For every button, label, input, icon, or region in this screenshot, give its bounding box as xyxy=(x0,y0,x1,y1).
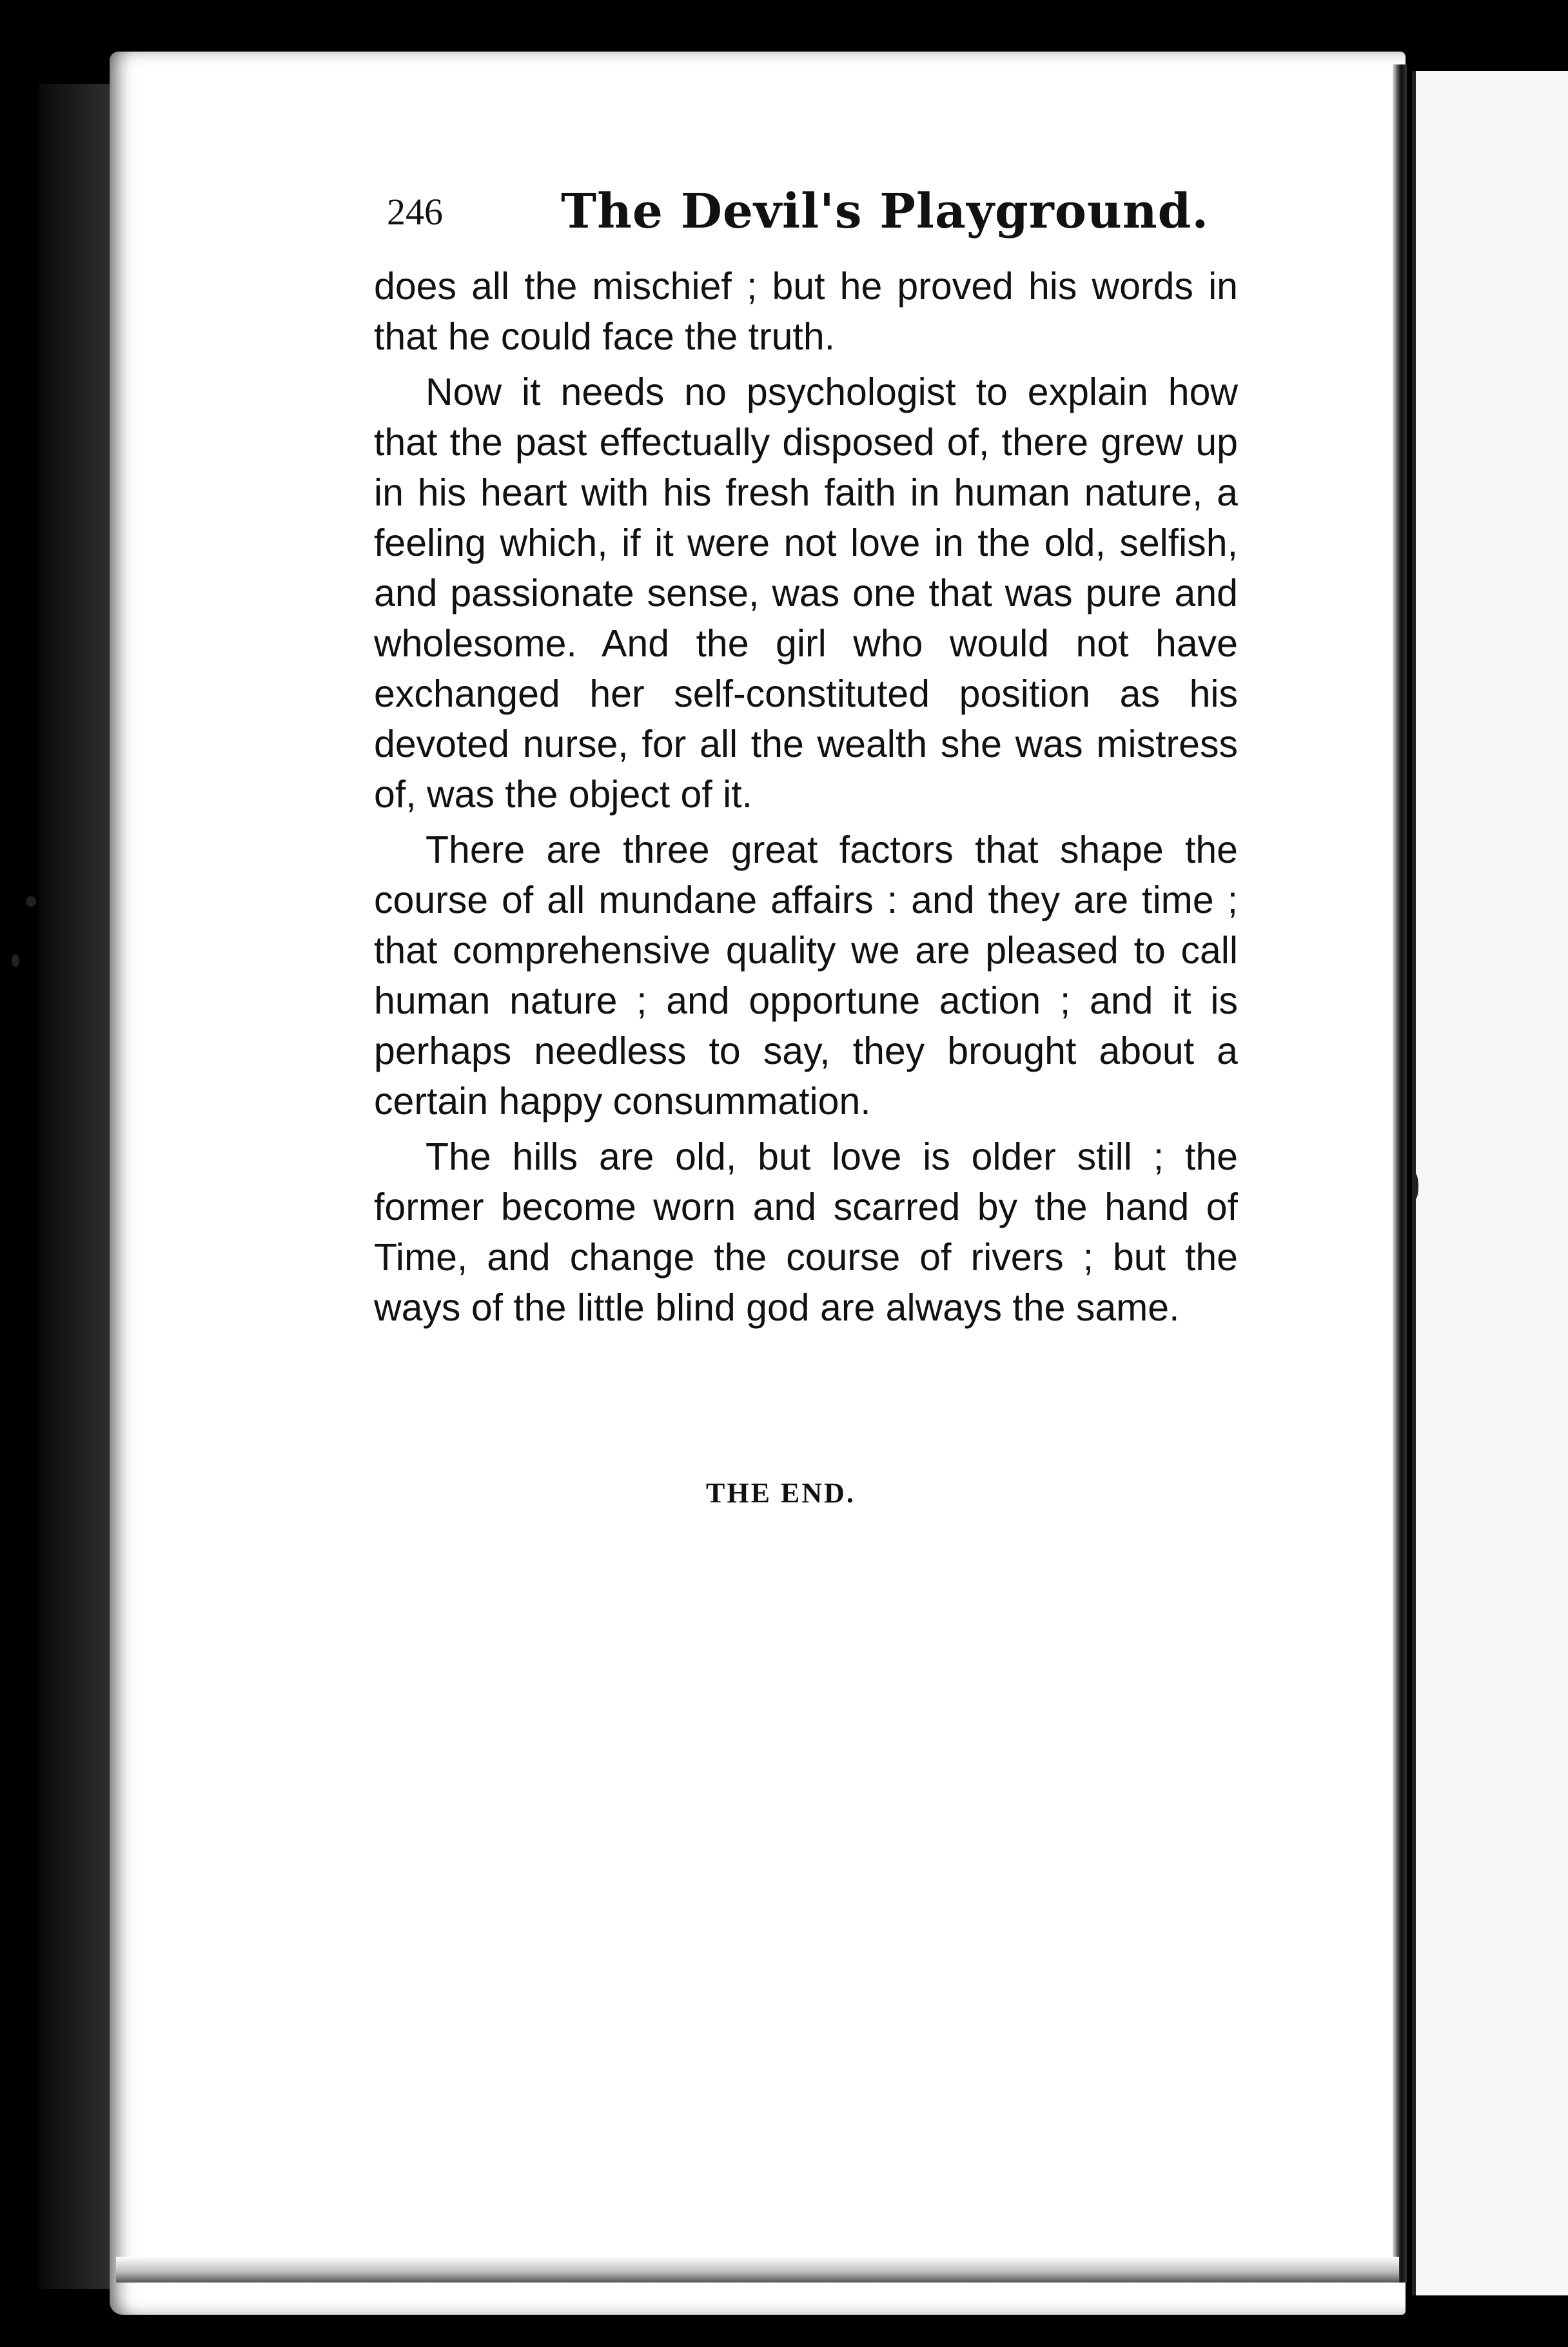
page-number: 246 xyxy=(387,191,443,233)
end-mark: THE END. xyxy=(706,1477,856,1509)
paragraph: does all the mischief ; but he proved his words in that he could face the truth. xyxy=(374,265,1238,358)
running-title: The Devil's Playground. xyxy=(561,184,1210,239)
body-text xyxy=(374,261,1238,1338)
page-gutter xyxy=(1393,64,1407,2283)
paragraph: There are three great factors that shape the course of all mundane affairs : and they are time ; that comprehensive quality we are pleased to call human nature ; and opportune action ; and it is perhaps needless to say, they brought about a certain happy consummation. xyxy=(374,829,1238,1123)
page-bottom-shadow xyxy=(116,2257,1399,2283)
paragraph: The hills are old, but love is older still ; the former become worn and scarred by the hand of Time, and change the course of rivers ; but the ways of the little blind god are always the same. xyxy=(374,1135,1238,1329)
facing-page-edge xyxy=(1412,71,1568,2295)
scan-speck xyxy=(12,954,19,967)
scan-speck xyxy=(1412,1174,1418,1199)
paragraph: Now it needs no psychologist to explain how that the past effectually disposed of, there grew up in his heart with his fresh faith in human nature, a feeling which, if it were not love in the old, selfish, and passionate sense, was one that was pure and wholesome. And the girl who would not have exchanged her self-constituted position as his devoted nurse, for all the wealth she was mistress of, was the object of it. xyxy=(374,371,1238,816)
scan-speck xyxy=(26,896,36,907)
running-header xyxy=(387,184,1210,255)
